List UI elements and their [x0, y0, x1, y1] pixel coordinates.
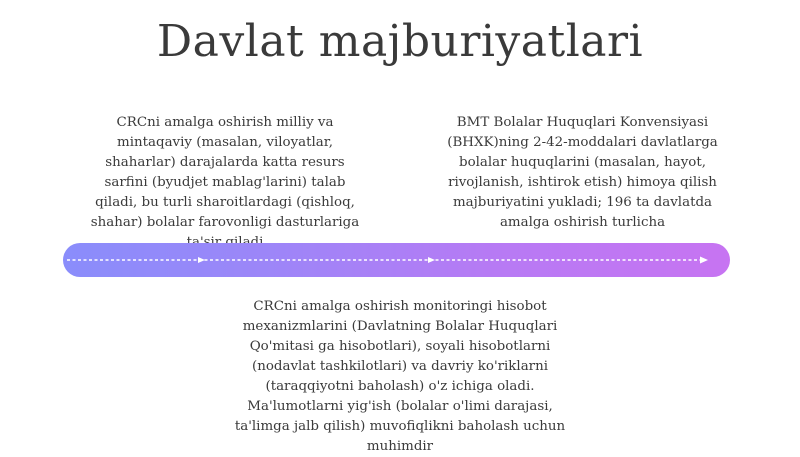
text-block-left: CRCni amalga oshirish milliy va mintaqaviy (masalan, viloyatlar, shaharlar) darajalarda katta resurs sarfini (byudjet mablag'larini) talab qiladi, bu turli sharoitlardagi (qishloq, shahar) bolalar farovonligi dasturlariga: [90, 115, 360, 230]
timeline-arrowhead-end: [700, 257, 708, 264]
timeline-arrowhead-2: [428, 257, 435, 263]
text-block-right: BMT Bolalar Huquqlari Konvensiyasi (BHXK)ning 2-42-moddalari davlatlarga bolalar huquqlarini (masalan, hayot, rivojlanish, ishtirok etish) himoya qilish majburiyatini yukladi; 196 ta davlatda amalga oshirish turlicha: [447, 115, 718, 230]
text-block-bottom: CRCni amalga oshirish monitoringi hisobot mexanizmlarini (Davlatning Bolalar Huquqlari Qo'mitasi ga hisobotlari), soyali hisobotlarni (nodavlat tashkilotlari) va davriy ko'riklarni (taraqqiyotni baholash) o'z ichiga oladi. Ma'lumotlarni yig'ish (bolalar o'limi darajasi, ta'limga jalb qilish) muvofiqlikni baholash uchun muhimdir: [234, 299, 566, 454]
timeline-bar: [63, 243, 730, 277]
page-title: Davlat majburiyatlari: [156, 16, 644, 67]
timeline-arrow-line: [63, 243, 730, 277]
timeline-arrowhead-1: [198, 257, 205, 263]
